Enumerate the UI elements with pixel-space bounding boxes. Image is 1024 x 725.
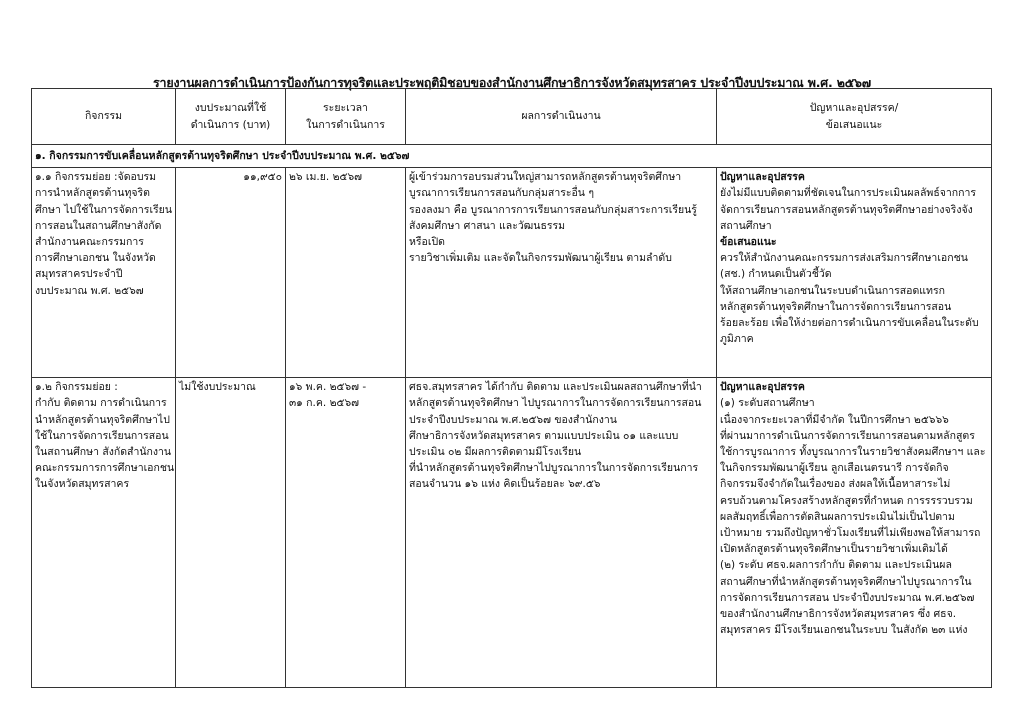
- text-line: ใช้ในการจัดการเรียนการสอน: [35, 429, 169, 442]
- text-line: สถานศึกษา: [720, 219, 772, 232]
- text-line: ของสำนักงานศึกษาธิการจังหวัดสมุทรสาคร ซึ่ง ศธจ.: [720, 608, 957, 621]
- text-line: รายวิชาเพิ่มเติม และจัดในกิจกรรมพัฒนาผู้เรียน ตามลำดับ: [409, 252, 672, 265]
- text-line: การศึกษาเอกชน ในจังหวัด: [35, 252, 156, 265]
- text-line: รองลงมา คือ บูรณาการการเรียนการสอนกับกลุ่มสาระการเรียนรู้: [409, 203, 697, 216]
- text-line: ศธจ.สมุทรสาคร ได้กำกับ ติดตาม และประเมินผลสถานศึกษาที่นำ: [409, 381, 702, 394]
- text-line: เปิดหลักสูตรต้านทุจริตศึกษาเป็นรายวิชาเพิ่มเติมได้: [720, 543, 948, 556]
- text-line: ให้สถานศึกษาเอกชนในระบบดำเนินการสอดแทรก: [720, 284, 945, 297]
- header-issues: ปัญหาและอุปสรรค/ ข้อเสนอแนะ: [717, 89, 992, 145]
- row1-results: [406, 168, 717, 378]
- text-line: กิจกรรมจึงจำกัดในเรื่องของ ส่งผลให้เนื้อหาสาระไม่: [720, 478, 951, 491]
- header-period: ระยะเวลา ในการดำเนินการ: [286, 89, 406, 145]
- report-table: [31, 88, 992, 688]
- text-line: สมุทรสาครประจำปี: [35, 268, 123, 281]
- text-line: ศึกษา ไปใช้ในการจัดการเรียน: [35, 203, 172, 216]
- text-line: ผลสัมฤทธิ์เพื่อการตัดสินผลการประเมินไม่เป็นไปตาม: [720, 510, 955, 523]
- header-activity: กิจกรรม: [32, 89, 176, 145]
- text-line: ในจังหวัดสมุทรสาคร: [35, 478, 130, 491]
- row1-budget: ๑๑,๙๕๐: [176, 168, 286, 378]
- text-line: ใช้การบูรณาการ ทั้งบูรณาการในรายวิชาสังคมศึกษาฯ และ: [720, 446, 986, 459]
- text-line: สมุทรสาคร มีโรงเรียนเอกชนในระบบ ในสังกัด ๒๓ แห่ง: [720, 624, 968, 637]
- text-line: ๑.๒ กิจกรรมย่อย :: [35, 381, 118, 394]
- text-line: นำหลักสูตรต้านทุจริตศึกษาไป: [35, 413, 170, 426]
- text-line: ๓๑ ก.ค. ๒๕๖๗: [289, 397, 360, 410]
- header-results: ผลการดำเนินงาน: [406, 89, 717, 145]
- row1-activity: [32, 168, 176, 378]
- text-line: (สช.) กำหนดเป็นตัวชี้วัด: [720, 268, 832, 281]
- text-line: สังคมศึกษา ศาสนา และวัฒนธรรม: [409, 219, 566, 232]
- text-line: ประจำปีงบประมาณ พ.ศ.๒๕๖๗ ของสำนักงาน: [409, 413, 617, 426]
- text-line: ที่นำหลักสูตรต้านทุจริตศึกษาไปบูรณาการในการจัดการเรียนการ: [409, 462, 699, 475]
- text-line: ที่ผ่านมาการดำเนินการจัดการเรียนการสอนตามหลักสูตร: [720, 429, 975, 442]
- text-line: ๑๖ พ.ค. ๒๕๖๗ -: [289, 381, 367, 394]
- text-line: ในสถานศึกษา สังกัดสำนักงาน: [35, 446, 172, 459]
- row2-period: [286, 378, 406, 688]
- subheading: ปัญหาและอุปสรรค: [720, 171, 805, 184]
- text-line: บูรณาการเรียนการสอนกับกลุ่มสาระอื่น ๆ: [409, 187, 594, 200]
- row2-budget: ไม่ใช้งบประมาณ: [176, 378, 286, 688]
- text-line: (๒) ระดับ ศธจ.ผลการกำกับ ติดตาม และประเมินผล: [720, 559, 952, 572]
- page-title: รายงานผลการดำเนินการป้องกันการทุจริตและประพฤติมิชอบของสำนักงานศึกษาธิการจังหวัดสมุทรสาคร ประจำปีงบประมาณ พ.ศ. ๒๕๖๗: [153, 75, 871, 90]
- text-line: ศึกษาธิการจังหวัดสมุทรสาคร ตามแบบประเมิน ๐๑ และแบบ: [409, 429, 679, 442]
- subheading: ปัญหาและอุปสรรค: [720, 381, 805, 394]
- text-line: คณะกรรมการการศึกษาเอกชน: [35, 462, 175, 475]
- row1-issues: [717, 168, 992, 378]
- text-line: ๒๖ เม.ย. ๒๕๖๗: [289, 171, 363, 184]
- row2-activity: [32, 378, 176, 688]
- text-line: งบประมาณ พ.ศ. ๒๕๖๗: [35, 284, 144, 297]
- text-line: การสอนในสถานศึกษาสังกัด: [35, 219, 162, 232]
- subheading: ข้อเสนอแนะ: [720, 236, 777, 249]
- text-line: ภูมิภาค: [720, 333, 754, 346]
- text-line: การนำหลักสูตรต้านทุจริต: [35, 187, 150, 200]
- text-line: (๑) ระดับสถานศึกษา: [720, 397, 815, 410]
- header-row: [32, 89, 992, 145]
- text-line: กำกับ ติดตาม การดำเนินการ: [35, 397, 167, 410]
- text-line: เป้าหมาย รวมถึงปัญหาชั่วโมงเรียนที่ไม่เพียงพอให้สามารถ: [720, 527, 981, 540]
- text-line: ครบถ้วนตามโครงสร้างหลักสูตรที่กำหนด การรรรวบรวม: [720, 494, 973, 507]
- text-line: สอนจำนวน ๑๖ แห่ง คิดเป็นร้อยละ ๖๙.๕๖: [409, 478, 601, 491]
- row2-issues: [717, 378, 992, 688]
- text-line: ๑.๑ กิจกรรมย่อย :จัดอบรม: [35, 171, 157, 184]
- text-line: ยังไม่มีแบบติดตามที่ชัดเจนในการประเมินผลลัพธ์จากการ: [720, 187, 977, 200]
- text-line: หลักสูตรต้านทุจริตศึกษา ไปบูรณาการในการจัดการเรียนการสอน: [409, 397, 702, 410]
- section-title: ๑. กิจกรรมการขับเคลื่อนหลักสูตรต้านทุจริตศึกษา ประจำปีงบประมาณ พ.ศ. ๒๕๖๗: [32, 145, 992, 168]
- text-line: หลักสูตรต้านทุจริตศึกษาในการจัดการเรียนการสอน: [720, 300, 952, 313]
- text-line: ในกิจกรรมพัฒนาผู้เรียน ลูกเสือเนตรนารี การจัดกิจ: [720, 462, 949, 475]
- table-row: [32, 378, 992, 688]
- text-line: สถานศึกษาที่นำหลักสูตรต้านทุจริตศึกษาไปบูรณาการใน: [720, 575, 972, 588]
- row2-results: [406, 378, 717, 688]
- text-line: ประเมิน ๐๒ มีผลการติดตามมีโรงเรียน: [409, 446, 582, 459]
- header-budget: งบประมาณที่ใช้ ดำเนินการ (บาท): [176, 89, 286, 145]
- text-line: ร้อยละร้อย เพื่อให้ง่ายต่อการดำเนินการขับเคลื่อนในระดับ: [720, 317, 979, 330]
- text-line: ควรให้สำนักงานคณะกรรมการส่งเสริมการศึกษาเอกชน: [720, 252, 968, 265]
- table-row: [32, 168, 992, 378]
- text-line: หรือเปิด: [409, 236, 445, 249]
- text-line: ผู้เข้าร่วมการอบรมส่วนใหญ่สามารถหลักสูตรต้านทุจริตศึกษา: [409, 171, 682, 184]
- text-line: การจัดการเรียนการสอน ประจำปีงบประมาณ พ.ศ.๒๕๖๗: [720, 591, 975, 604]
- text-line: จัดการเรียนการสอนหลักสูตรต้านทุจริตศึกษาอย่างจริงจัง: [720, 203, 973, 216]
- text-line: สำนักงานคณะกรรมการ: [35, 236, 144, 249]
- text-line: เนื่องจากระยะเวลาที่มีจำกัด ในปีการศึกษา ๒๕๖๖๖: [720, 413, 949, 426]
- section-row: [32, 145, 992, 168]
- row1-period: [286, 168, 406, 378]
